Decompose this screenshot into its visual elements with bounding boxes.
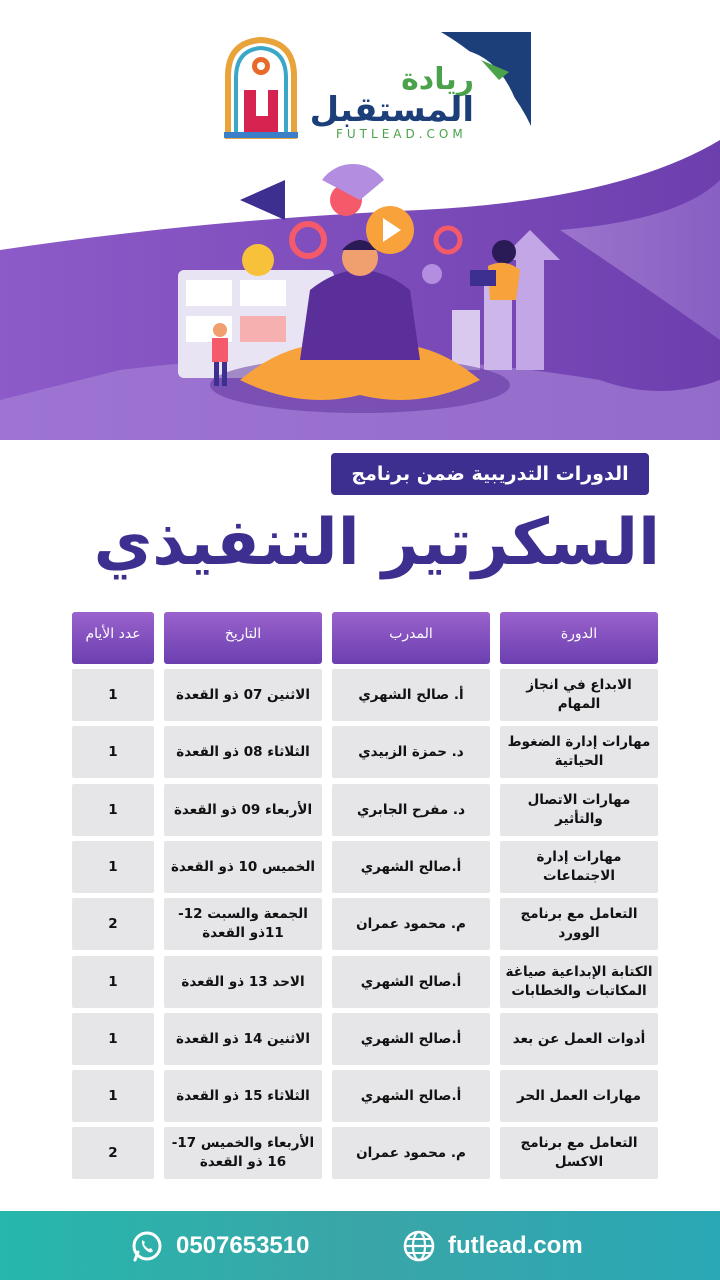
header-trainer: المدرب: [332, 612, 490, 664]
trainer-cell: أ.صالح الشهري: [332, 841, 490, 893]
header-course: الدورة: [500, 612, 658, 664]
course-cell: التعامل مع برنامج الاكسل: [500, 1127, 658, 1179]
date-cell: الجمعة والسبت 12-11ذو القعدة: [164, 898, 322, 950]
footer-bar: [0, 1211, 720, 1280]
days-cell: 1: [72, 841, 154, 893]
days-cell: 1: [72, 956, 154, 1008]
course-cell: التعامل مع برنامج الوورد: [500, 898, 658, 950]
date-cell: الاثنين 07 ذو القعدة: [164, 669, 322, 721]
phone-contact[interactable]: [130, 1211, 309, 1280]
course-cell: أدوات العمل عن بعد: [500, 1013, 658, 1065]
days-cell: 1: [72, 784, 154, 836]
date-cell: الثلاثاء 15 ذو القعدة: [164, 1070, 322, 1122]
date-cell: الاثنين 14 ذو القعدة: [164, 1013, 322, 1065]
date-cell: الثلاثاء 08 ذو القعدة: [164, 726, 322, 778]
course-cell: الابداع في انجاز المهام: [500, 669, 658, 721]
days-cell: 1: [72, 1070, 154, 1122]
brand-arabic-line1: ريادة: [401, 62, 474, 97]
trainer-cell: أ.صالح الشهري: [332, 1070, 490, 1122]
trainer-cell: أ.صالح الشهري: [332, 1013, 490, 1065]
course-cell: الكتابة الإبداعية صياغة المكاتبات والخطابات: [500, 956, 658, 1008]
trainer-cell: م. محمود عمران: [332, 898, 490, 950]
trainer-cell: أ.صالح الشهري: [332, 956, 490, 1008]
days-cell: 2: [72, 1127, 154, 1179]
date-cell: الأربعاء والخميس 17-16 ذو القعدة: [164, 1127, 322, 1179]
mosque-logo-icon: [222, 36, 300, 140]
futlead-logo: [309, 30, 540, 145]
days-cell: 1: [72, 1013, 154, 1065]
trainer-cell: أ. صالح الشهري: [332, 669, 490, 721]
header-days: عدد الأيام: [72, 612, 154, 664]
date-cell: الأربعاء 09 ذو القعدة: [164, 784, 322, 836]
brand-arabic-line2: المستقبل: [309, 90, 474, 130]
trainer-cell: د. حمزة الزبيدي: [332, 726, 490, 778]
trainer-cell: د. مفرح الجابري: [332, 784, 490, 836]
days-cell: 2: [72, 898, 154, 950]
hero-illustration: [0, 140, 720, 440]
header-logos: [0, 30, 720, 150]
date-cell: الاحد 13 ذو القعدة: [164, 956, 322, 1008]
days-cell: 1: [72, 669, 154, 721]
page-title: السكرتير التنفيذي: [93, 506, 660, 580]
website-text: futlead.com: [448, 1231, 583, 1259]
phone-number: 0507653510: [176, 1231, 310, 1259]
date-cell: الخميس 10 ذو القعدة: [164, 841, 322, 893]
course-cell: مهارات إدارة الاجتماعات: [500, 841, 658, 893]
website-link[interactable]: [402, 1211, 583, 1280]
subtitle-banner: [331, 453, 649, 495]
header-date: التاريخ: [164, 612, 322, 664]
course-cell: مهارات العمل الحر: [500, 1070, 658, 1122]
days-cell: 1: [72, 726, 154, 778]
brand-english: FUTLEAD.COM: [336, 127, 467, 141]
subtitle-text: الدورات التدريبية ضمن برنامج: [351, 463, 629, 485]
whatsapp-icon: [130, 1229, 164, 1263]
globe-icon: [402, 1229, 436, 1263]
trainer-cell: م. محمود عمران: [332, 1127, 490, 1179]
course-cell: مهارات إدارة الضغوط الحياتية: [500, 726, 658, 778]
course-cell: مهارات الاتصال والتأثير: [500, 784, 658, 836]
